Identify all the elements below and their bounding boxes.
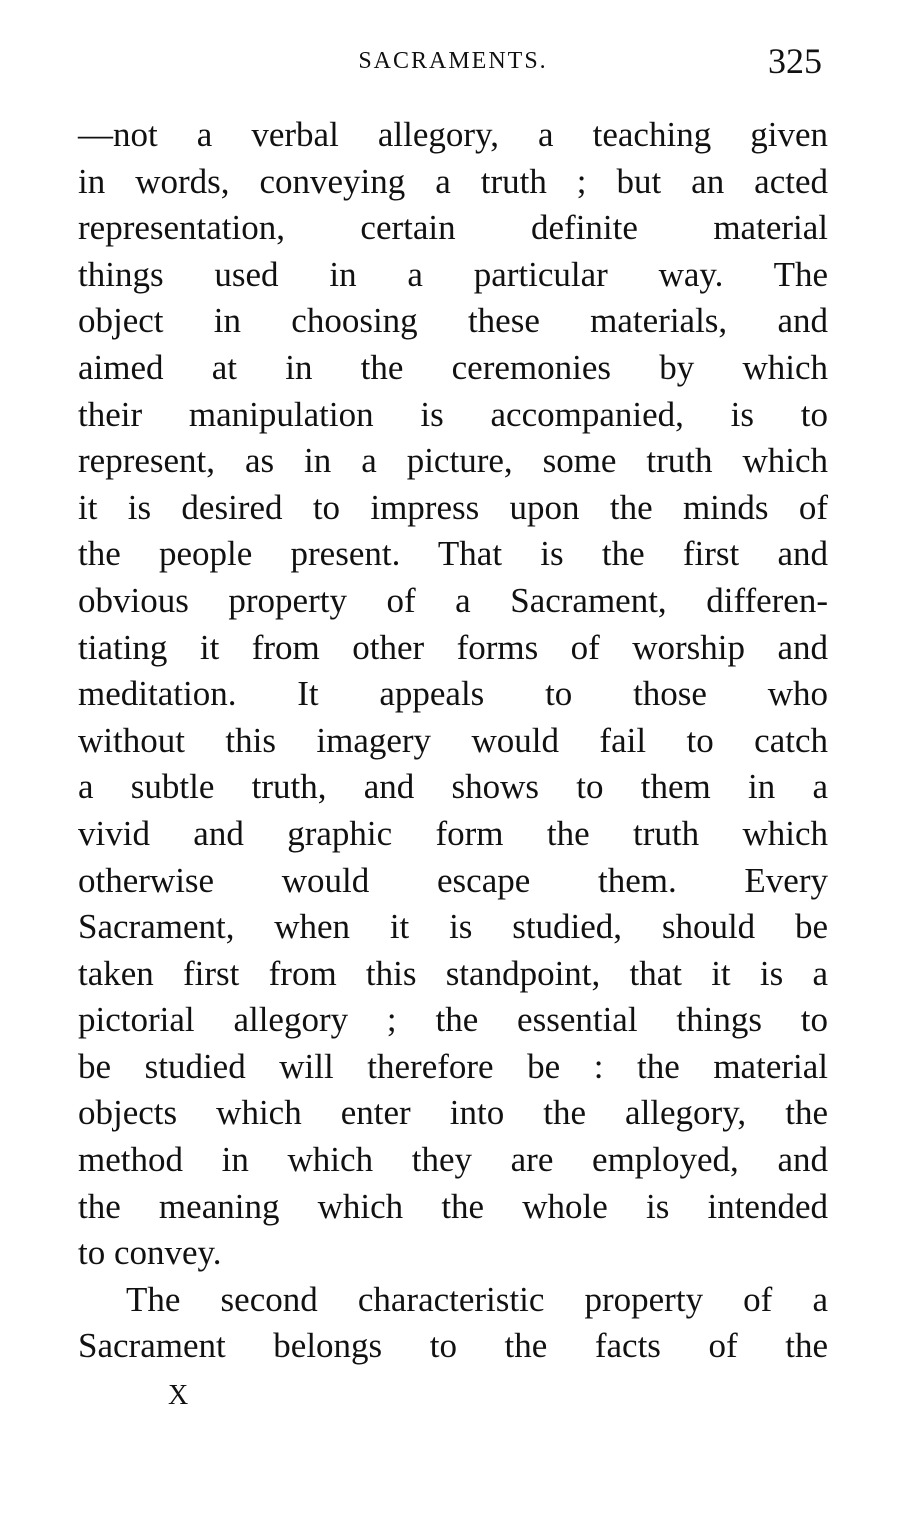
text-line: the people present. That is the first and xyxy=(78,534,828,574)
page-number: 325 xyxy=(768,41,822,81)
signature-mark: X xyxy=(168,1380,189,1411)
body-text xyxy=(78,112,828,1370)
text-line: vivid and graphic form the truth which xyxy=(78,813,828,853)
text-line: Sacrament belongs to the facts of the xyxy=(78,1326,828,1366)
text-line: without this imagery would fail to catch xyxy=(78,720,828,760)
text-line: meditation. It appeals to those who xyxy=(78,674,828,714)
text-line: representation, certain definite material xyxy=(78,208,828,248)
running-title: SACRAMENTS. xyxy=(358,48,548,74)
text-line: tiating it from other forms of worship and xyxy=(78,627,828,667)
text-line: method in which they are employed, and xyxy=(78,1140,828,1180)
text-line: in words, conveying a truth ; but an acted xyxy=(78,161,828,201)
text-line: be studied will therefore be : the material xyxy=(78,1046,828,1086)
text-line: a subtle truth, and shows to them in a xyxy=(78,767,828,807)
text-line: object in choosing these materials, and xyxy=(78,301,828,341)
text-line: The second characteristic property of a xyxy=(126,1279,828,1319)
text-line: otherwise would escape them. Every xyxy=(78,860,828,900)
text-line: pictorial allegory ; the essential things to xyxy=(78,1000,828,1040)
text-line: obvious property of a Sacrament, differen- xyxy=(78,580,828,620)
text-line: it is desired to impress upon the minds of xyxy=(78,487,828,527)
text-line: represent, as in a picture, some truth which xyxy=(78,441,828,481)
running-head xyxy=(78,40,828,90)
text-line: the meaning which the whole is intended xyxy=(78,1186,828,1226)
text-line: to convey. xyxy=(78,1233,222,1273)
text-line: taken first from this standpoint, that it is a xyxy=(78,953,828,993)
text-line: their manipulation is accompanied, is to xyxy=(78,394,828,434)
text-line: —not a verbal allegory, a teaching given xyxy=(78,115,828,154)
text-line: Sacrament, when it is studied, should be xyxy=(78,907,828,947)
text-line: objects which enter into the allegory, the xyxy=(78,1093,828,1133)
text-line: aimed at in the ceremonies by which xyxy=(78,347,828,387)
text-line: things used in a particular way. The xyxy=(78,254,828,294)
